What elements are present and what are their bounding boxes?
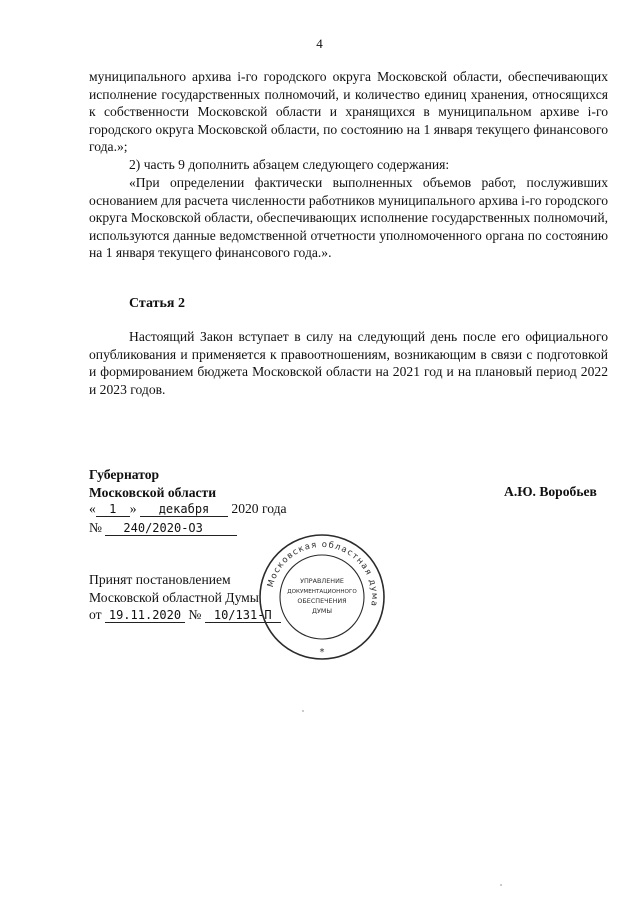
page-number: 4 (316, 36, 323, 51)
paragraph-part9-intro: 2) часть 9 дополнить абзацем следующего содержания: (129, 157, 450, 172)
date-open-quote: « (89, 501, 96, 516)
article-2-text: Настоящий Закон вступает в силу на следующий день после его официального опубликования и применяется к правоотношениям, возникающим в связи с подготовкой и формированием бюджета Московской области на 2021 год и на плановый период 2022 и 2023 годов. (89, 329, 608, 397)
adoption-number-label: № (188, 607, 202, 622)
scan-speck (302, 710, 304, 712)
seal-center-line1: УПРАВЛЕНИЕ (300, 577, 344, 585)
adoption-number: 10/131-П (205, 608, 281, 623)
seal-center-line3: ОБЕСПЕЧЕНИЯ (297, 597, 347, 605)
signing-day: 1 (96, 502, 130, 517)
official-seal (258, 533, 386, 661)
signatory-title (89, 466, 216, 501)
law-number-label: № (89, 520, 102, 535)
law-number-value: 240/2020-ОЗ (105, 521, 237, 536)
adoption-date: 19.11.2020 (105, 608, 185, 623)
paragraph-part9-text: «При определении фактически выполненных объемов работ, послуживших основанием для расчета численности работников муниципального архива i-го городского округа Московской области, обеспечивающих исполнение государственных полномочий, используются данные ведомственной отчетности уполномоченного органа по состоянию на 1 января текущего финансового года.». (89, 175, 608, 261)
scan-speck (500, 884, 502, 886)
adoption-date-line (89, 607, 281, 623)
date-close-quote: » (129, 501, 137, 516)
signatory-name: А.Ю. Воробьев (504, 484, 597, 499)
paragraph-archive-units: муниципального архива i-го городского округа Московской области, обеспечивающих исполнение государственных полномочий, и количество единиц хранения, относящихся к собственности Московской области и хранящихся в муниципальном архиве i-го городского округа Московской области, по состоянию на 1 января текущего финансового года.»; (89, 69, 608, 155)
seal-center-line4: ДУМЫ (311, 607, 333, 615)
seal-center-line2: ДОКУМЕНТАЦИОННОГО (287, 589, 357, 595)
seal-ring-textpath: Московская областная дума (265, 539, 380, 608)
adoption-block (89, 571, 259, 606)
article-2-heading: Статья 2 (129, 296, 185, 311)
law-number-line (89, 520, 237, 536)
adoption-line2: Московской областной Думы (89, 589, 259, 605)
signatory-title-line2: Московской области (89, 484, 217, 500)
adoption-from-label: от (89, 607, 102, 622)
signing-year: 2020 года (231, 501, 287, 516)
signing-month: декабря (140, 502, 228, 517)
signing-date (89, 501, 287, 517)
seal-star-icon: * (319, 647, 325, 658)
signatory-title-line1: Губернатор (89, 467, 160, 482)
adoption-line1: Принят постановлением (89, 572, 231, 587)
